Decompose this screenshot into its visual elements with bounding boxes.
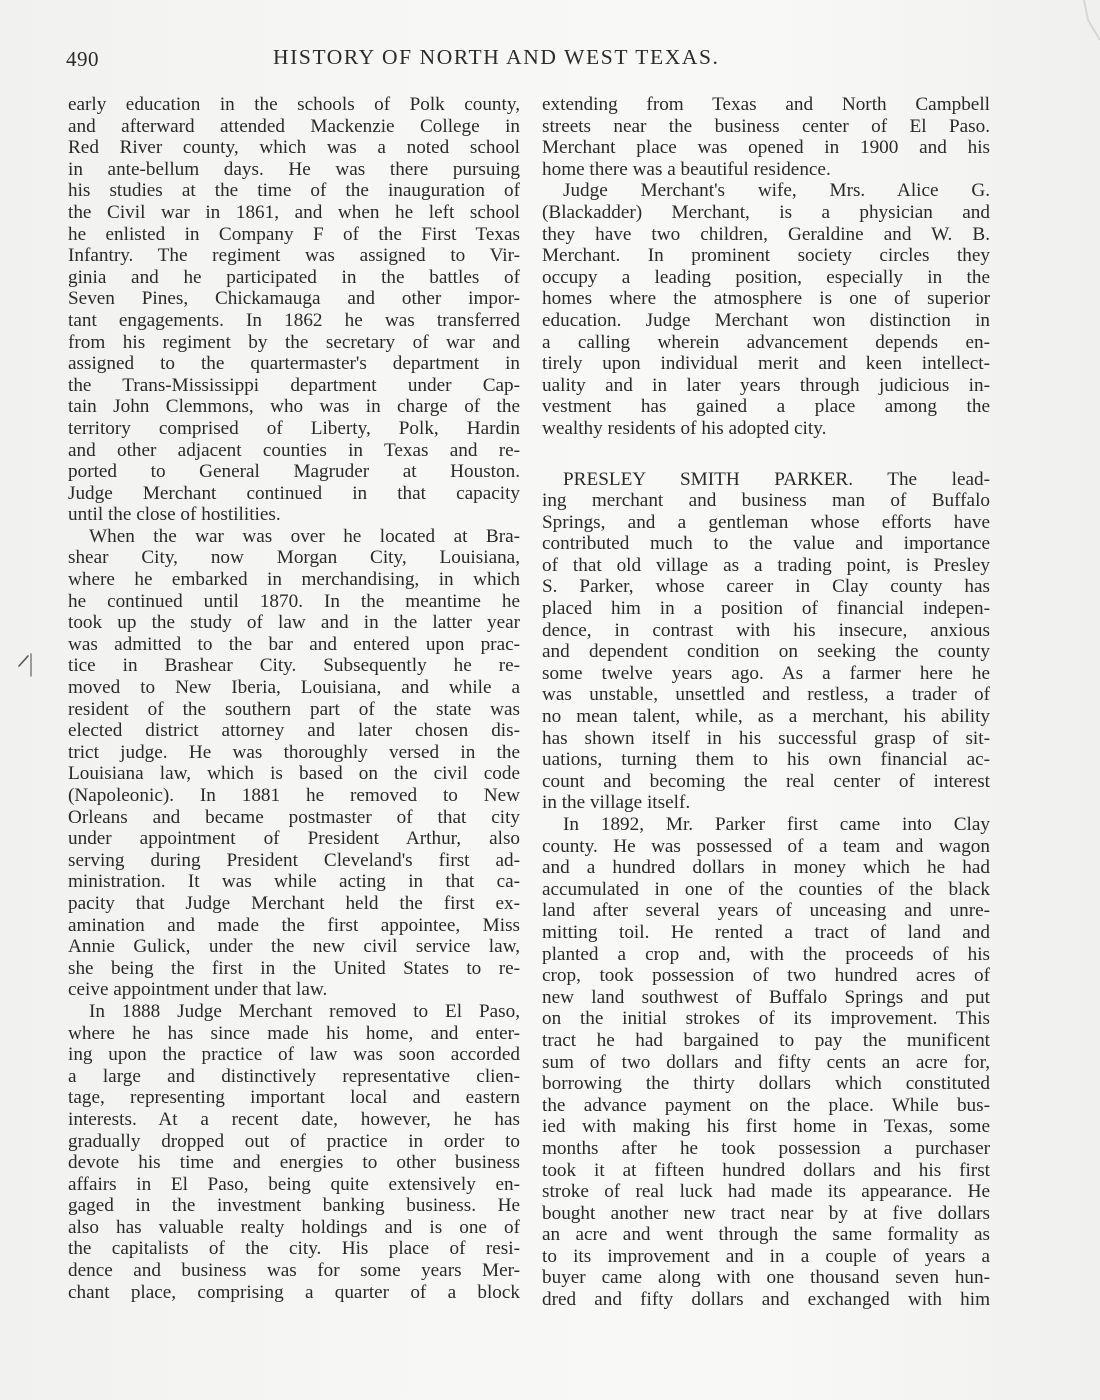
text-line: borrowing the thirty dollars which constituted [542, 1073, 990, 1095]
text-line: shear City, now Morgan City, Louisiana, [68, 547, 520, 569]
text-line: bought another new tract near by at five dollars [542, 1202, 990, 1224]
text-line: Springs, and a gentleman whose efforts have [542, 511, 990, 533]
text-line: wealthy residents of his adopted city. [542, 417, 827, 439]
text-line: his studies at the time of the inauguration of [68, 180, 520, 202]
text-line: streets near the business center of El Paso. [542, 115, 990, 137]
text-line: ing upon the practice of law was soon accorded [68, 1044, 520, 1066]
text-line: where he embarked in merchandising, in which [68, 569, 520, 591]
text-line: placed him in a position of financial indepen- [542, 598, 990, 620]
text-line: tirely upon individual merit and keen intellect- [542, 353, 990, 375]
text-line: dence and business was for some years Mer- [68, 1260, 520, 1282]
section-gap [542, 440, 990, 469]
text-line: Merchant place was opened in 1900 and his [542, 137, 990, 159]
text-line: dred and fifty dollars and exchanged with him [542, 1289, 990, 1311]
text-line: assigned to the quartermaster's department in [68, 353, 520, 375]
text-line: the Civil war in 1861, and when he left school [68, 201, 520, 223]
text-line: devote his time and energies to other business [68, 1152, 520, 1174]
text-line: he enlisted in Company F of the First Texas [68, 223, 520, 245]
text-line: of that old village as a trading point, is Presley [542, 554, 990, 576]
text-line: trict judge. He was thoroughly versed in the [68, 741, 520, 763]
text-line: planted a crop and, with the proceeds of his [542, 943, 990, 965]
text-line: ing merchant and business man of Buffalo [542, 490, 990, 512]
text-line: gaged in the investment banking business. He [68, 1195, 520, 1217]
text-line: accumulated in one of the counties of the black [542, 878, 990, 900]
text-line: tice in Brashear City. Subsequently he re- [68, 655, 520, 677]
text-line: dence, in contrast with his insecure, anxious [542, 619, 990, 641]
text-line: was unstable, unsettled and restless, a trader of [542, 684, 990, 706]
paragraph-first-line: PRESLEY SMITH PARKER. The lead- [563, 468, 990, 490]
text-line: extending from Texas and North Campbell [542, 94, 990, 115]
right-column [542, 94, 990, 1311]
text-line: elected district attorney and later chosen dis- [68, 720, 520, 742]
text-line: was admitted to the bar and entered upon prac- [68, 633, 520, 655]
text-line: vestment has gained a place among the [542, 396, 990, 418]
text-line: gradually dropped out of practice in order to [68, 1130, 520, 1152]
text-line: in ante-bellum days. He was there pursuing [68, 158, 520, 180]
text-line: on the initial strokes of its improvement. This [542, 1008, 990, 1030]
text-line: interests. At a recent date, however, he has [68, 1108, 520, 1130]
text-line: they have two children, Geraldine and W. B. [542, 223, 990, 245]
text-line: affairs in El Paso, being quite extensively en- [68, 1173, 520, 1195]
text-line: the capitalists of the city. His place of resi- [68, 1238, 520, 1260]
text-line: some twelve years ago. As a farmer here he [542, 662, 990, 684]
text-line: no mean talent, while, as a merchant, his ability [542, 706, 990, 728]
text-line: Red River county, which was a noted school [68, 137, 520, 159]
text-line: sum of two dollars and fifty cents an acre for, [542, 1051, 990, 1073]
text-line: stroke of real luck had made its appearance. He [542, 1181, 990, 1203]
text-line: months after he took possession a purchaser [542, 1137, 990, 1159]
text-line: education. Judge Merchant won distinction in [542, 309, 990, 331]
text-line: uations, turning them to his own financial ac- [542, 749, 990, 771]
text-line: has shown itself in his successful grasp of sit- [542, 727, 990, 749]
text-line: Louisiana law, which is based on the civil code [68, 763, 520, 785]
text-line: an acre and went through the same formality as [542, 1224, 990, 1246]
text-line: to its improvement and in a couple of years a [542, 1245, 990, 1267]
text-line: resident of the southern part of the state was [68, 698, 520, 720]
text-line: tant engagements. In 1862 he was transferred [68, 309, 520, 331]
text-line: tain John Clemmons, who was in charge of the [68, 396, 520, 418]
text-line: took it at fifteen hundred dollars and his first [542, 1159, 990, 1181]
text-line: ported to General Magruder at Houston. [68, 461, 520, 483]
text-line: Seven Pines, Chickamauga and other impor- [68, 288, 520, 310]
text-line: amination and made the first appointee, Miss [68, 914, 520, 936]
text-line: in the village itself. [542, 792, 691, 814]
text-line: tract he had bargained to pay the munificent [542, 1029, 990, 1051]
text-line: count and becoming the real center of interest [542, 770, 990, 792]
text-line: (Blackadder) Merchant, is a physician and [542, 201, 990, 223]
page-fold-shadow [1070, 0, 1100, 70]
text-line: early education in the schools of Polk county, [68, 94, 520, 115]
text-line: until the close of hostilities. [68, 504, 281, 526]
text-line: homes where the atmosphere is one of superior [542, 288, 990, 310]
text-line: and other adjacent counties in Texas and re- [68, 439, 520, 461]
left-column [68, 94, 520, 1303]
running-title: HISTORY OF NORTH AND WEST TEXAS. [273, 45, 720, 69]
text-line: occupy a leading position, especially in the [542, 266, 990, 288]
text-line: ginia and he participated in the battles of [68, 266, 520, 288]
paragraph-first-line: Judge Merchant's wife, Mrs. Alice G. [563, 180, 990, 202]
text-line: chant place, comprising a quarter of a block [68, 1281, 520, 1303]
text-line: also has valuable realty holdings and is one of [68, 1216, 520, 1238]
text-line: he continued until 1870. In the meantime he [68, 590, 520, 612]
text-line: she being the first in the United States to re- [68, 957, 520, 979]
paragraph-first-line: When the war was over he located at Bra- [89, 525, 520, 547]
text-line: ceive appointment under that law. [68, 979, 328, 1001]
text-line: (Napoleonic). In 1881 he removed to New [68, 785, 520, 806]
page-number: 490 [66, 47, 99, 71]
text-line: county. He was possessed of a team and wagon [542, 835, 990, 857]
text-line: pacity that Judge Merchant held the first ex- [68, 892, 520, 914]
paragraph-first-line: In 1892, Mr. Parker first came into Clay [563, 814, 990, 835]
text-line: and dependent condition on seeking the county [542, 641, 990, 663]
text-line: Judge Merchant continued in that capacity [68, 482, 520, 504]
text-line: took up the study of law and in the latter year [68, 612, 520, 634]
text-line: under appointment of President Arthur, also [68, 828, 520, 850]
text-line: a calling wherein advancement depends en- [542, 331, 990, 353]
text-line: tage, representing important local and eastern [68, 1087, 520, 1109]
text-line: S. Parker, whose career in Clay county has [542, 576, 990, 598]
text-line: serving during President Cleveland's first ad- [68, 849, 520, 871]
text-line: territory comprised of Liberty, Polk, Hardin [68, 417, 520, 439]
text-line: and a hundred dollars in money which he had [542, 857, 990, 879]
text-line: crop, took possession of two hundred acres of [542, 965, 990, 987]
handwritten-margin-mark-icon [16, 648, 38, 680]
text-line: buyer came along with one thousand seven hun- [542, 1267, 990, 1289]
text-line: ministration. It was while acting in that ca- [68, 871, 520, 893]
text-line: from his regiment by the secretary of war and [68, 331, 520, 353]
text-line: land after several years of unceasing and unre- [542, 900, 990, 922]
text-line: contributed much to the value and importance [542, 533, 990, 555]
text-line: Infantry. The regiment was assigned to Vir- [68, 245, 520, 267]
text-line: and afterward attended Mackenzie College in [68, 115, 520, 137]
text-line: the advance payment on the place. While bus- [542, 1094, 990, 1116]
text-line: the Trans-Mississippi department under Cap- [68, 374, 520, 396]
text-line: ied with making his first home in Texas, some [542, 1116, 990, 1138]
text-line: Orleans and became postmaster of that city [68, 806, 520, 828]
text-line: moved to New Iberia, Louisiana, and while a [68, 677, 520, 699]
text-line: mitting toil. He rented a tract of land and [542, 921, 990, 943]
text-line: where he has since made his home, and enter- [68, 1022, 520, 1044]
text-line: new land southwest of Buffalo Springs and put [542, 986, 990, 1008]
text-line: home there was a beautiful residence. [542, 158, 831, 180]
text-line: a large and distinctively representative clien- [68, 1065, 520, 1087]
text-line: Merchant. In prominent society circles they [542, 245, 990, 267]
text-line: uality and in later years through judicious in- [542, 374, 990, 396]
text-line: Annie Gulick, under the new civil service law, [68, 936, 520, 958]
paragraph-first-line: In 1888 Judge Merchant removed to El Paso, [89, 1000, 520, 1022]
